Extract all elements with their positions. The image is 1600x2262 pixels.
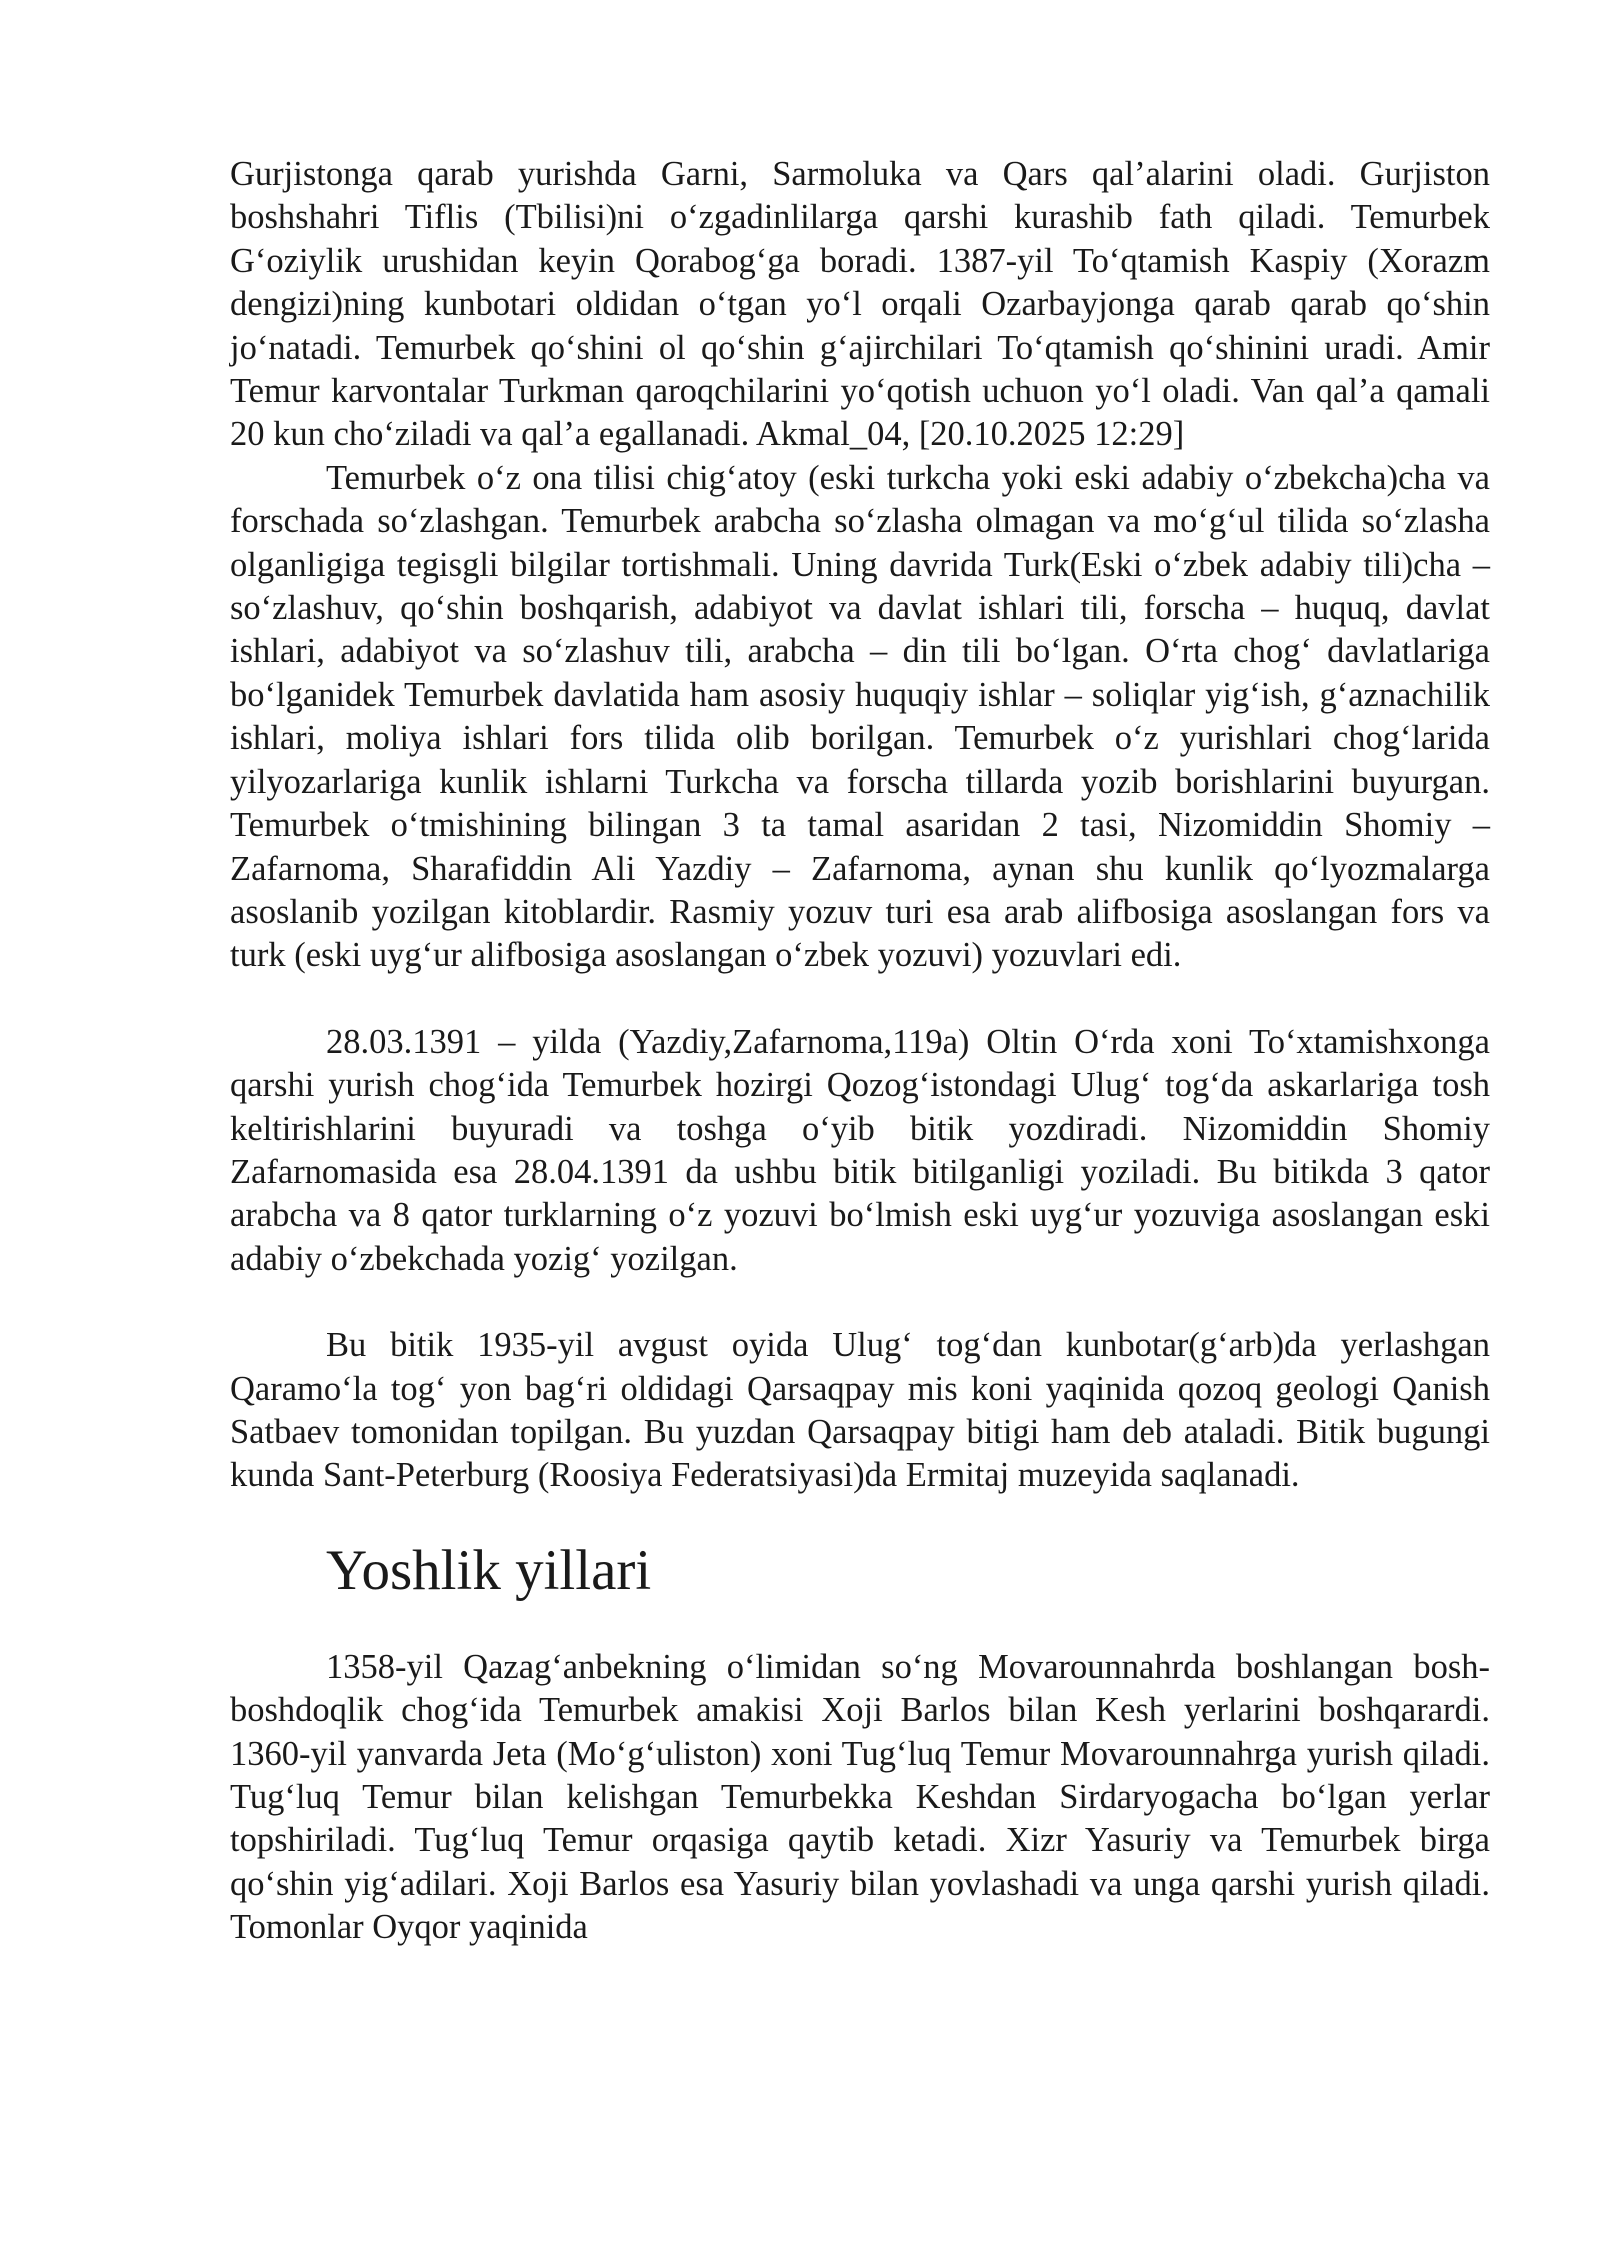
paragraph-karsakpay-discovery: Bu bitik 1935-yil avgust oyida Ulug‘ tog‘dan kunbotar(g‘arb)da yerlashgan Qaramo‘la tog‘ yon bag‘ri oldidagi Qarsaqpay mis koni yaqinida qozoq geologi Qanish Satbaev tomonidan topilgan. Bu yuzdan Qarsaqpay bitigi ham deb ataladi. Bitik bugungi kunda Sant-Peterburg (Roosiya Federatsiyasi)da Ermitaj muzeyida saqlanadi. xyxy=(230,1326,1490,1495)
paragraph-georgia-campaign: Gurjistonga qarab yurishda Garni, Sarmoluka va Qars qal’alarini oladi. Gurjiston boshshahri Tiflis (Tbilisi)ni o‘zgadinlilarga qarshi kurashib fath qiladi. Temurbek G‘oziylik urushidan keyin Qorabog‘ga boradi. 1387-yil To‘qtamish Kaspiy (Xorazm dengizi)ning kunbotari oldidan o‘tgan yo‘l orqali Ozarbayjonga qarab qarab qo‘shin jo‘natadi. Temurbek qo‘shini ol qo‘shin g‘ajirchilari To‘qtamish qo‘shinini uradi. Amir Temur karvontalar Turkman qaroqchilarini yo‘qotish uchuon yo‘l oladi. Van qal’a qamali 20 kun cho‘ziladi va qal’a egallanadi. Akmal_04, [20.10.2025 12:29] xyxy=(230,155,1490,454)
paragraph-languages: Temurbek o‘z ona tilisi chig‘atoy (eski turkcha yoki eski adabiy o‘zbekcha)cha va forschada so‘zlashgan. Temurbek arabcha so‘zlasha olmagan va mo‘g‘ul tilida so‘zlasha olganligiga tegisgli bilgilar tortishmali. Uning davrida Turk(Eski o‘zbek adabiy tili)cha – so‘zlashuv, qo‘shin boshqarish, adabiyot va davlat ishlari tili, forscha – huquq, davlat ishlari, adabiyot va so‘zlashuv tili, arabcha – din tili bo‘lgan. O‘rta chog‘ davlatlariga bo‘lganidek Temurbek davlatida ham asosiy huquqiy ishlar – soliqlar yig‘ish, g‘aznachilik ishlari, moliya ishlari fors tilida olib borilgan. Temurbek o‘z yurishlari chog‘larida yilyozarlariga kunlik ishlarni Turkcha va forscha tillarda yozib borishlarini buyurgan. Temurbek o‘tmishining bilingan 3 ta tamal asaridan 2 tasi, Nizomiddin Shomiy – Zafarnoma, Sharafiddin Ali Yazdiy – Zafarnoma, aynan shu kunlik qo‘lyozmalarga asoslanib yozilgan kitoblardir. Rasmiy yozuv turi esa arab alifbosiga asoslangan fors va turk (eski uyg‘ur alifbosiga asoslangan o‘zbek yozuvi) yozuvlari edi. xyxy=(230,458,1490,975)
paragraph-youth-years: 1358-yil Qazag‘anbekning o‘limidan so‘ng Movarounnahrda boshlangan bosh-boshdoqlik chog‘ida Temurbek amakisi Xoji Barlos bilan Kesh yerlarini boshqarardi. 1360-yil yanvarda Jeta (Mo‘g‘uliston) xoni Tug‘luq Temur Movarounnahrga yurish qiladi. Tug‘luq Temur bilan kelishgan Temurbekka Keshdan Sirdaryogacha bo‘lgan yerlar topshiriladi. Tug‘luq Temur orqasiga qaytib ketadi. Xizr Yasuriy va Temurbek birga qo‘shin yig‘adilari. Xoji Barlos esa Yasuriy bilan yovlashadi va unga qarshi yurish qiladi. Tomonlar Oyqor yaqinida xyxy=(230,1647,1490,1947)
document-page xyxy=(230,153,1490,1950)
section-heading: Yoshlik yillari xyxy=(326,1538,652,1602)
paragraph-ulugh-tag-inscription: 28.03.1391 – yilda (Yazdiy,Zafarnoma,119a) Oltin O‘rda xoni To‘xtamishxonga qarshi yurish chog‘ida Temurbek hozirgi Qozog‘istondagi Ulug‘ tog‘da askarlariga tosh keltirishlarini buyuradi va toshga o‘yib bitik yozdiradi. Nizomiddin Shomiy Zafarnomasida esa 28.04.1391 da ushbu bitik bitilganligi yoziladi. Bu bitikda 3 qator arabcha va 8 qator turklarning o‘z yozuvi bo‘lmish eski uyg‘ur yozuviga asoslangan eski adabiy o‘zbekchada yozig‘ yozilgan. xyxy=(230,1022,1490,1278)
